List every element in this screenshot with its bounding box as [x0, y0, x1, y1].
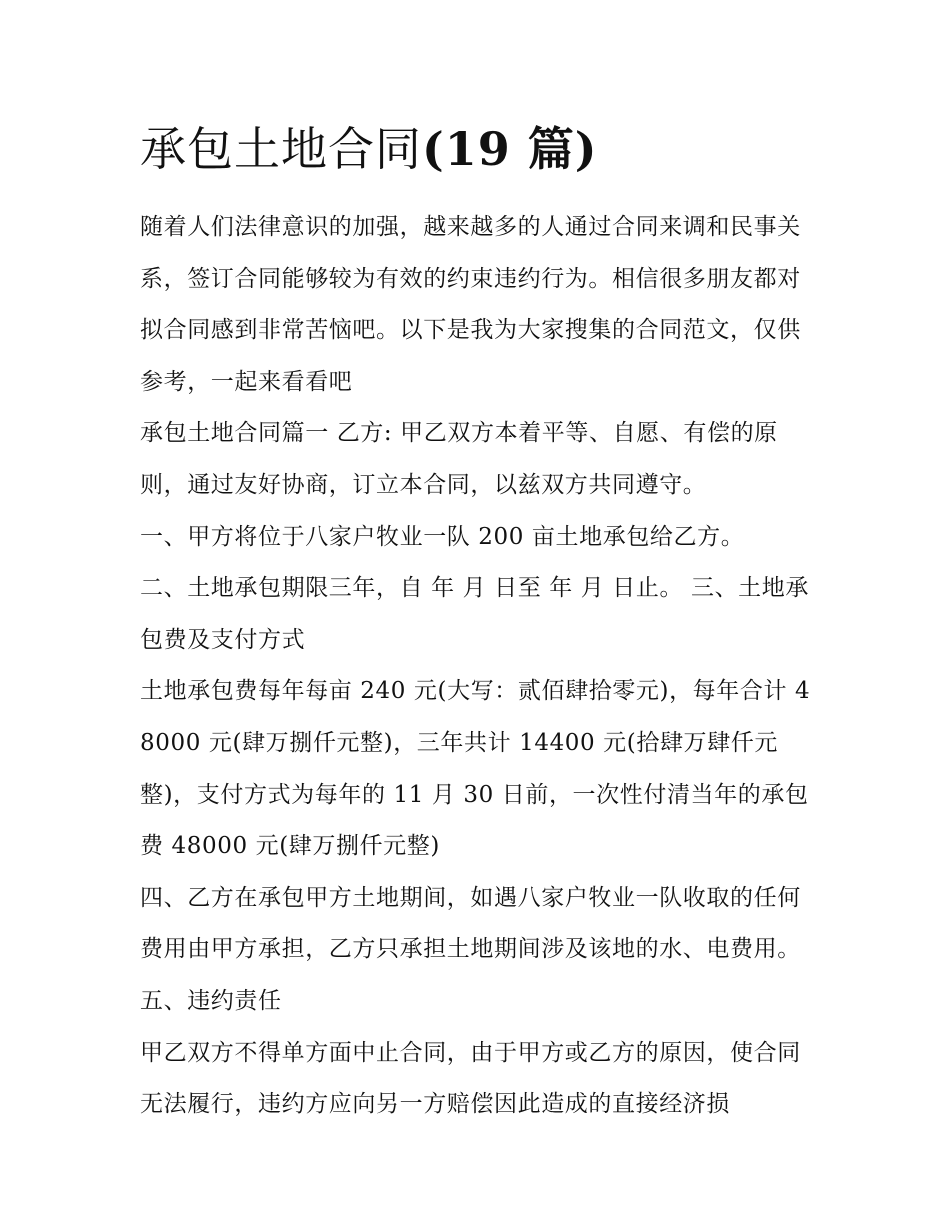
title-main: 承包土地合同	[140, 122, 422, 176]
document-body	[140, 202, 820, 1131]
clause-4-paragraph: 四、乙方在承包甲方土地期间，如遇八家户牧业一队收取的任何费用由甲方承担，乙方只承担土地期间涉及该地的水、电费用。 五、违约责任	[140, 884, 801, 1014]
page-title	[140, 118, 820, 180]
title-count: (19 篇)	[422, 122, 598, 176]
clause-1-paragraph: 一、甲方将位于八家户牧业一队 200 亩土地承包给乙方。	[140, 523, 745, 550]
breach-paragraph: 甲乙双方不得单方面中止合同，由于甲方或乙方的原因，使合同无法履行，违约方应向另一方赔偿因此造成的直接经济损	[140, 1039, 801, 1118]
contract-preamble-paragraph: 承包土地合同篇一 乙方: 甲乙双方本着平等、自愿、有偿的原则，通过友好协商，订立本合同，以兹双方共同遵守。	[140, 420, 778, 498]
clause-2-paragraph: 二、土地承包期限三年，自 年 月 日至 年 月 日止。 三、土地承包费及支付方式	[140, 575, 809, 653]
intro-paragraph: 随着人们法律意识的加强，越来越多的人通过合同来调和民事关系，签订合同能够较为有效的约束违约行为。相信很多朋友都对拟合同感到非常苦恼吧。以下是我为大家搜集的合同范文，仅供参考，一起来看看吧	[140, 214, 801, 395]
fee-paragraph: 土地承包费每年每亩 240 元(大写：贰佰肆拾零元)，每年合计 48000 元(肆万捌仟元整)，三年共计 14400 元(拾肆万肆仟元整)，支付方式为每年的 11 月 30 日前，一次性付清当年的承包费 48000 元(肆万捌仟元整)	[140, 678, 811, 860]
document-page	[140, 118, 820, 1131]
